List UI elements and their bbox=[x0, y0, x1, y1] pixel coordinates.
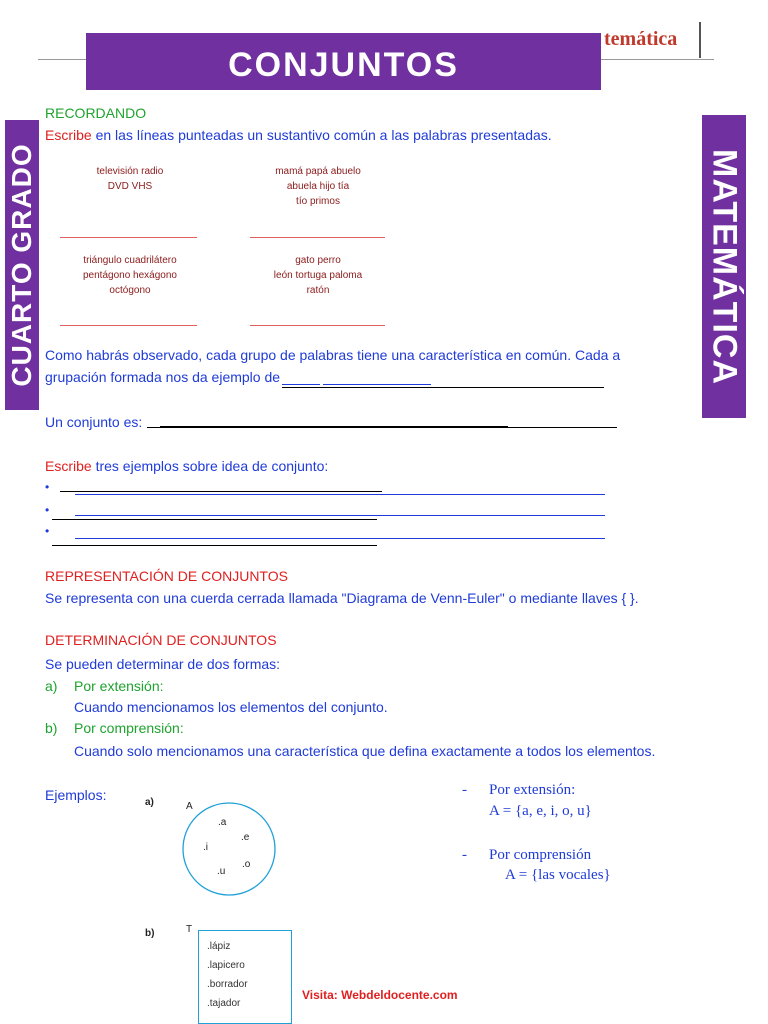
item-b-text: Cuando solo mencionamos una característica que defina exactamente a todos los elementos. bbox=[74, 743, 656, 759]
recordando-instruction bbox=[45, 127, 552, 143]
blank-line[interactable] bbox=[282, 387, 604, 388]
example-line[interactable] bbox=[52, 519, 377, 520]
examples-label: Ejemplos: bbox=[45, 787, 107, 803]
word-line: ratón bbox=[306, 285, 330, 296]
item-b-title: Por comprensión: bbox=[74, 720, 184, 736]
blank-line[interactable] bbox=[323, 384, 431, 385]
item-a-label: a) bbox=[45, 678, 58, 694]
set-t-element: .borrador bbox=[207, 979, 248, 990]
word-line: gato perro bbox=[295, 255, 341, 266]
answer-line[interactable] bbox=[60, 325, 197, 326]
blank-line[interactable] bbox=[282, 384, 320, 385]
comprehension-value: A = {las vocales} bbox=[505, 867, 611, 883]
venn-element: .a bbox=[218, 817, 227, 828]
word-line: triángulo cuadrilátero bbox=[83, 255, 177, 266]
observation-line-1: Como habrás observado, cada grupo de palabras tiene una característica en común. Cada a bbox=[45, 347, 621, 363]
set-t-element: .lapicero bbox=[207, 960, 245, 971]
representation-heading: REPRESENTACIÓN DE CONJUNTOS bbox=[45, 568, 288, 584]
item-b-label: b) bbox=[45, 720, 58, 736]
dash-marker: - bbox=[462, 847, 467, 863]
observation-line-2: grupación formada nos da ejemplo de bbox=[45, 369, 281, 385]
word-line: pentágono hexágono bbox=[83, 270, 177, 281]
bullet: • bbox=[45, 503, 50, 517]
example-line[interactable] bbox=[60, 491, 382, 492]
answer-line[interactable] bbox=[60, 237, 197, 238]
dash-marker: - bbox=[462, 782, 467, 798]
comprehension-title: Por comprensión bbox=[489, 847, 592, 863]
item-a-text: Cuando mencionamos los elementos del conjunto. bbox=[74, 699, 388, 715]
definition-line[interactable] bbox=[160, 426, 508, 428]
conjunto-definition-prompt: Un conjunto es: bbox=[45, 414, 143, 430]
word-group-2 bbox=[248, 164, 388, 209]
extension-value: A = {a, e, i, o, u} bbox=[489, 803, 592, 819]
word-line: tío primos bbox=[296, 196, 340, 207]
set-a-name: A bbox=[186, 801, 193, 812]
side-banner-right-text: MATEMÁTICA bbox=[705, 148, 744, 385]
example-a-marker: a) bbox=[145, 797, 154, 808]
visit-link[interactable]: Visita: Webdeldocente.com bbox=[302, 988, 458, 1002]
examples-verb: Escribe bbox=[45, 458, 92, 474]
set-t-name: T bbox=[186, 924, 193, 935]
venn-element: .o bbox=[242, 859, 251, 870]
word-line: león tortuga paloma bbox=[273, 270, 363, 281]
examples-instruction bbox=[45, 458, 328, 474]
example-b-marker: b) bbox=[145, 928, 155, 939]
example-line[interactable] bbox=[75, 538, 605, 539]
word-line: octógono bbox=[109, 285, 151, 296]
venn-circle bbox=[183, 803, 275, 895]
venn-diagram-a bbox=[180, 800, 280, 900]
instruction-rest: en las líneas punteadas un sustantivo común a las palabras presentadas. bbox=[91, 127, 552, 143]
venn-element: .u bbox=[217, 866, 226, 877]
venn-element: .e bbox=[241, 832, 250, 843]
representation-text: Se representa con una cuerda cerrada llamada "Diagrama de Venn-Euler" o mediante llaves { }. bbox=[45, 590, 639, 606]
header-brand: temática bbox=[604, 28, 678, 50]
word-group-4 bbox=[248, 253, 388, 298]
answer-line[interactable] bbox=[250, 325, 385, 326]
extension-title: Por extensión: bbox=[489, 782, 576, 798]
determination-intro: Se pueden determinar de dos formas: bbox=[45, 656, 281, 672]
determination-heading: DETERMINACIÓN DE CONJUNTOS bbox=[45, 632, 277, 648]
side-banner-right bbox=[702, 115, 746, 418]
word-group-3 bbox=[60, 253, 200, 298]
set-t-element: .lápiz bbox=[207, 941, 231, 952]
side-banner-left-text: CUARTO GRADO bbox=[6, 143, 37, 387]
title-banner: CONJUNTOS bbox=[86, 33, 601, 90]
side-banner-left bbox=[5, 120, 39, 410]
example-line[interactable] bbox=[75, 515, 605, 516]
set-t-element: .tajador bbox=[207, 998, 241, 1009]
instruction-verb: Escribe bbox=[45, 127, 92, 143]
recordando-heading: RECORDANDO bbox=[45, 105, 147, 121]
word-line: abuela hijo tía bbox=[286, 181, 350, 192]
header-divider bbox=[699, 22, 701, 58]
bullet: • bbox=[45, 524, 50, 538]
venn-element: .i bbox=[203, 842, 208, 853]
word-line: mamá papá abuelo bbox=[275, 166, 361, 177]
set-t-box bbox=[198, 930, 292, 1024]
examples-rest: tres ejemplos sobre idea de conjunto: bbox=[91, 458, 329, 474]
word-line: televisión radio bbox=[96, 166, 164, 177]
example-line[interactable] bbox=[52, 545, 377, 546]
example-line[interactable] bbox=[75, 494, 605, 495]
word-group-1 bbox=[60, 164, 200, 194]
answer-line[interactable] bbox=[250, 237, 385, 238]
bullet: • bbox=[45, 480, 50, 494]
word-line: DVD VHS bbox=[107, 181, 153, 192]
item-a-title: Por extensión: bbox=[74, 678, 164, 694]
